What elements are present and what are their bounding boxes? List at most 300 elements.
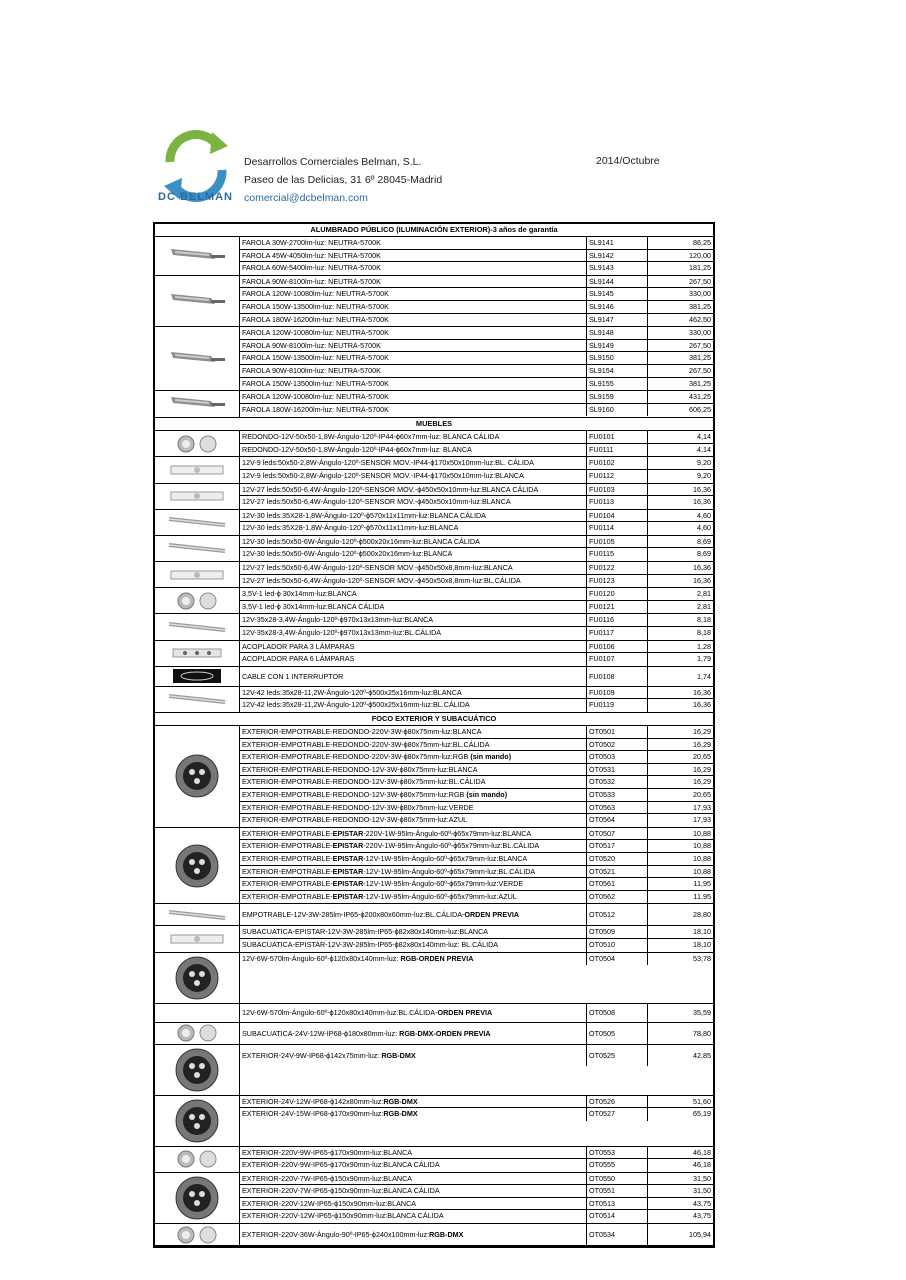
table-row [240,1023,713,1044]
product-price: 42,85 [693,1050,711,1060]
product-code: FU0109 [587,687,648,699]
product-description: EXTERIOR-220V-12W-IP65-ϕ150x90mm-luz:BLANCA [240,1198,587,1210]
product-description: 12V-30 leds:35X28-1,8W-Ángulo-120º-ϕ570x11x11mm-luz:BLANCA CÁLIDA [240,510,587,522]
coupler-product-image [155,641,240,666]
product-price: 330,00 [689,289,711,299]
product-code: OT0512 [587,904,648,925]
spot-product-image [155,1096,240,1146]
product-description: EXTERIOR-220V-9W-IP65-ϕ170x90mm-luz:BLANCA CÁLIDA [240,1159,587,1172]
product-description: EXTERIOR-EMPOTRABLE-EPISTAR-12V-1W-95lm-Ángulo-60º-ϕ65x79mm-luz:VERDE [240,878,587,890]
table-row [240,687,713,700]
product-group [155,1045,713,1096]
product-price: 1,74 [697,671,711,681]
product-code: OT0527 [587,1108,648,1121]
product-description: EXTERIOR-EMPOTRABLE-REDONDO-12V-3W-ϕ80x75mm-luz:BL.CÁLIDA [240,776,587,788]
table-row [240,431,713,444]
product-code: OT0564 [587,814,648,827]
product-code: OT0508 [587,1004,648,1022]
panel-product-image [155,484,240,509]
product-price: 10,88 [693,841,711,851]
round-product-image [155,1147,240,1172]
product-price: 16,29 [693,739,711,749]
streetlight-product-image [155,237,240,275]
product-code: OT0507 [587,828,648,840]
product-price: 4,60 [697,510,711,520]
product-group [155,536,713,562]
product-code: SL9144 [587,276,648,288]
bar-product-image [155,904,240,925]
product-description: FAROLA 90W-8100lm-luz: NEUTRA-5700K [240,365,587,377]
product-code: SL9149 [587,340,648,352]
table-row [240,288,713,301]
product-code: OT0502 [587,739,648,751]
product-description: 12V-42 leds:35x28-11,2W-Ángulo-120º-ϕ500x25x16mm-luz:BLANCA [240,687,587,699]
product-price: 28,80 [693,910,711,920]
product-price: 16,29 [693,777,711,787]
product-group [155,828,713,905]
product-description: EXTERIOR-24V-9W-IP68-ϕ142x75mm-luz: RGB-DMX [240,1045,587,1066]
product-group [155,1173,713,1224]
product-code: SL9155 [587,378,648,391]
product-description: ACOPLADOR PARA 6 LÁMPARAS [240,653,587,666]
product-group [155,926,713,952]
product-description: 12V-42 leds:35x28-11,2W-Ángulo-120º-ϕ500x25x16mm-luz:BL.CÁLIDA [240,699,587,712]
product-code: OT0526 [587,1096,648,1108]
product-price: 8,69 [697,536,711,546]
product-price: 1,79 [697,654,711,664]
product-group [155,237,713,276]
table-row [240,1210,713,1223]
product-group [155,276,713,327]
product-code: SL9146 [587,301,648,313]
product-description: FAROLA 150W-13500lm-luz: NEUTRA-5700K [240,301,587,313]
product-price: 381,25 [689,353,711,363]
product-group [155,1224,713,1246]
product-description: EXTERIOR-220V-36W-Ángulo-90º-IP65-ϕ240x100mm-luz:RGB-DMX [240,1224,587,1245]
empty-product-image [155,1004,240,1022]
product-price: 18,10 [693,939,711,949]
streetlight-product-image [155,327,240,390]
product-price: 330,00 [689,328,711,338]
table-row [240,904,713,925]
product-group [155,1004,713,1023]
product-description: FAROLA 150W-13500lm-luz: NEUTRA-5700K [240,352,587,364]
product-description: REDONDO-12V-50x50-1,8W-Ángulo-120º-IP44-ϕ60x7mm-luz: BLANCA CÁLIDA [240,431,587,443]
product-price: 4,14 [697,432,711,442]
product-price: 43,75 [693,1198,711,1208]
product-code: FU0115 [587,548,648,561]
product-group [155,641,713,667]
product-group [155,510,713,536]
product-price: 120,00 [689,250,711,260]
product-code: FU0103 [587,484,648,496]
product-code: OT0517 [587,840,648,852]
table-row [240,404,713,417]
product-group [155,904,713,926]
table-row [240,776,713,789]
product-description: 12V-6W-570lm-Ángulo-60º-ϕ120x80x140mm-luz:BL.CÁLIDA-ORDEN PREVIA [240,1004,587,1022]
product-description: CABLE CON 1 INTERRUPTOR [240,667,587,686]
product-code: FU0106 [587,641,648,653]
product-description: EXTERIOR-EMPOTRABLE-EPISTAR-220V-1W-95lm-Ángulo-60º-ϕ65x79mm-luz:BLANCA [240,828,587,840]
product-price: 46,18 [693,1160,711,1170]
table-row [240,1173,713,1186]
product-price: 16,36 [693,484,711,494]
product-code: OT0531 [587,764,648,776]
product-price: 10,88 [693,866,711,876]
spot-product-image [155,726,240,827]
product-group [155,667,713,687]
product-price: 43,75 [693,1211,711,1221]
product-description: FAROLA 90W-8100lm-luz: NEUTRA-5700K [240,276,587,288]
product-description: FAROLA 150W-13500lm-luz: NEUTRA-5700K [240,378,587,391]
product-code: FU0107 [587,653,648,666]
table-row [240,802,713,815]
product-price: 16,36 [693,497,711,507]
round-product-image [155,588,240,613]
product-description: 12V-30 leds:50x50-6W-Ángulo-120º-ϕ500x20x16mm-luz:BLANCA [240,548,587,561]
streetlight-product-image [155,276,240,326]
product-description: EXTERIOR-EMPOTRABLE-REDONDO-220V-3W-ϕ80x75mm-luz:RGB (sin mando) [240,751,587,763]
bar-product-image [155,536,240,561]
product-price: 16,29 [693,764,711,774]
table-row [240,1224,713,1245]
table-row [240,457,713,470]
product-price: 381,25 [689,378,711,388]
product-code: SL9143 [587,262,648,275]
product-price: 267,50 [689,365,711,375]
product-price: 16,36 [693,563,711,573]
product-description: EXTERIOR-EMPOTRABLE-EPISTAR-12V-1W-95lm-Ángulo-60º-ϕ65x79mm-luz:BL.CÁLIDA [240,866,587,878]
table-row [240,276,713,289]
product-price: 86,25 [693,238,711,247]
product-description: EXTERIOR-EMPOTRABLE-REDONDO-12V-3W-ϕ80x75mm-luz:VERDE [240,802,587,814]
product-price: 53,78 [693,953,711,963]
table-row [240,1159,713,1172]
spot-product-image [155,953,240,1003]
product-code: OT0514 [587,1210,648,1223]
product-code: FU0122 [587,562,648,574]
product-code: OT0563 [587,802,648,814]
table-row [240,601,713,614]
product-group [155,726,713,828]
product-description: EXTERIOR-220V-12W-IP65-ϕ150x90mm-luz:BLANCA CÁLIDA [240,1210,587,1223]
product-code: OT0561 [587,878,648,890]
product-code: OT0533 [587,789,648,801]
product-description: EXTERIOR-EMPOTRABLE-EPISTAR-12V-1W-95lm-Ángulo-60º-ϕ65x79mm-luz:AZUL [240,891,587,904]
product-code: SL9141 [587,237,648,249]
product-code: OT0513 [587,1198,648,1210]
product-price: 9,20 [697,458,711,468]
table-row [240,866,713,879]
product-price: 20,65 [693,752,711,762]
table-row [240,1096,713,1109]
product-description: 3,5V-1 led-ϕ 30x14mm-luz:BLANCA CÁLIDA [240,601,587,614]
product-code: FU0101 [587,431,648,443]
product-description: SUBACUATICA-24V-12W-IP68-ϕ180x80mm-luz: RGB-DMX-ORDEN PREVIA [240,1023,587,1044]
table-row [240,575,713,588]
product-group [155,327,713,391]
product-price: 18,10 [693,927,711,937]
spot-product-image [155,828,240,904]
product-price: 2,81 [697,589,711,599]
product-code: OT0505 [587,1023,648,1044]
product-price: 9,20 [697,470,711,480]
company-email[interactable]: comercial@dcbelman.com [244,192,368,204]
section-header-foco: FOCO EXTERIOR Y SUBACUÁTICO [155,713,713,726]
product-code: FU0105 [587,536,648,548]
product-price: 105,94 [689,1230,711,1240]
product-code: OT0504 [587,953,648,966]
product-group [155,1147,713,1173]
product-price: 606,25 [689,404,711,414]
spot-product-image [155,1173,240,1223]
product-code: SL9142 [587,250,648,262]
product-price: 431,25 [689,392,711,402]
product-code: FU0102 [587,457,648,469]
product-code: FU0113 [587,496,648,509]
table-row [240,352,713,365]
product-price: 4,14 [697,444,711,454]
product-description: EXTERIOR-EMPOTRABLE-REDONDO-12V-3W-ϕ80x75mm-luz:AZUL [240,814,587,827]
product-price: 51,60 [693,1096,711,1106]
product-description: EXTERIOR-EMPOTRABLE-EPISTAR-220V-1W-95lm-Ángulo-60º-ϕ65x79mm-luz:BL.CÁLIDA [240,840,587,852]
product-code: OT0534 [587,1224,648,1245]
product-price: 16,36 [693,687,711,697]
product-description: 12V-6W-570lm-Ángulo-60º-ϕ120x80x140mm-luz: RGB-ORDEN PREVIA [240,953,587,966]
logo-text: DC BELMAN [158,191,233,203]
product-description: 12V-30 leds:50x50-6W-Ángulo-120º-ϕ500x20x16mm-luz:BLANCA CÁLIDA [240,536,587,548]
product-code: FU0111 [587,444,648,457]
product-description: SUBACUATICA-EPISTAR-12V-3W-285lm-IP65-ϕ82x80x140mm-luz:BLANCA [240,926,587,938]
product-price: 1,28 [697,641,711,651]
product-description: EMPOTRABLE-12V-3W-285lm-IP65-ϕ200x80x60mm-luz:BL.CÁLIDA-ORDEN PREVIA [240,904,587,925]
table-row [240,840,713,853]
product-group [155,687,713,713]
table-row [240,250,713,263]
table-row [240,828,713,841]
product-code: OT0555 [587,1159,648,1172]
table-row [240,789,713,802]
product-price: 10,88 [693,828,711,838]
product-description: FAROLA 120W-10080lm-luz: NEUTRA-5700K [240,288,587,300]
product-code: OT0503 [587,751,648,763]
product-code: FU0108 [587,667,648,686]
table-row [240,340,713,353]
table-row [240,1198,713,1211]
product-code: FU0104 [587,510,648,522]
table-row [240,667,713,686]
table-row [240,378,713,391]
table-row [240,522,713,535]
product-description: FAROLA 45W-4050lm-luz: NEUTRA-5700K [240,250,587,262]
table-row [240,1147,713,1160]
product-price: 16,29 [693,727,711,736]
product-code: OT0520 [587,853,648,865]
product-description: 12V-9 leds:50x50-2,8W-Ángulo-120º-SENSOR MOV.-IP44-ϕ170x50x10mm-luz:BL. CÁLIDA [240,457,587,469]
product-group [155,391,713,418]
product-description: EXTERIOR-24V-12W-IP68-ϕ142x80mm-luz:RGB-DMX [240,1096,587,1108]
table-row [240,1108,713,1121]
product-price: 381,25 [689,301,711,311]
streetlight-product-image [155,391,240,417]
product-description: SUBACUATICA-EPISTAR-12V-3W-285lm-IP65-ϕ82x80x140mm-luz: BL.CÁLIDA [240,939,587,952]
product-description: REDONDO-12V-50x50-1,8W-Ángulo-120º-IP44-ϕ60x7mm-luz: BLANCA [240,444,587,457]
bar-product-image [155,614,240,639]
product-description: EXTERIOR-EMPOTRABLE-REDONDO-220V-3W-ϕ80x75mm-luz:BL.CÁLIDA [240,739,587,751]
product-description: FAROLA 120W-10080lm-luz: NEUTRA-5700K [240,327,587,339]
product-code: OT0521 [587,866,648,878]
product-price: 267,50 [689,276,711,286]
company-info [244,153,442,207]
bar-product-image [155,687,240,712]
product-group [155,1096,713,1147]
product-code: SL9148 [587,327,648,339]
product-description: 12V-9 leds:50x50-2,8W-Ángulo-120º-SENSOR MOV.-IP44-ϕ170x50x10mm-luz:BLANCA [240,470,587,483]
product-description: 3,5V-1 led-ϕ 30x14mm-luz:BLANCA [240,588,587,600]
panel-product-image [155,457,240,482]
product-code: SL9154 [587,365,648,377]
product-price: 8,18 [697,628,711,638]
product-code: SL9150 [587,352,648,364]
table-row [240,314,713,327]
product-description: EXTERIOR-220V-9W-IP65-ϕ170x90mm-luz:BLANCA [240,1147,587,1159]
round-product-image [155,1023,240,1044]
product-price: 8,69 [697,549,711,559]
product-code: FU0120 [587,588,648,600]
product-code: SL9160 [587,404,648,417]
panel-product-image [155,562,240,587]
product-price: 462,50 [689,314,711,324]
table-row [240,764,713,777]
logo-arrow-top [170,135,216,162]
product-description: FAROLA 180W-16200lm-luz: NEUTRA-5700K [240,404,587,417]
table-row [240,751,713,764]
product-description: 12V-35x28-3,4W-Ángulo-120º-ϕ970x13x13mm-luz:BL.CÁLIDA [240,627,587,640]
product-group [155,953,713,1004]
table-row [240,1045,713,1066]
bar-product-image [155,510,240,535]
product-description: 12V-27 leds:50x50-6,4W-Ángulo-120º-SENSOR MOV.-ϕ450x50x8,8mm-luz:BLANCA [240,562,587,574]
product-code: OT0509 [587,926,648,938]
product-code: OT0501 [587,726,648,738]
round-product-image [155,431,240,456]
table-row [240,562,713,575]
product-code: FU0119 [587,699,648,712]
company-name: Desarrollos Comerciales Belman, S.L. [244,156,422,168]
table-row [240,327,713,340]
product-code: SL9159 [587,391,648,403]
table-row [240,262,713,275]
price-list-date: 2014/Octubre [596,155,660,167]
table-row [240,627,713,640]
product-description: 12V-27 leds:50x50-6,4W-Ángulo-120º-SENSOR MOV.-ϕ450x50x10mm-luz:BLANCA CÁLIDA [240,484,587,496]
product-price: 181,25 [689,263,711,273]
table-row [240,739,713,752]
product-code: OT0553 [587,1147,648,1159]
product-code: FU0116 [587,614,648,626]
product-description: EXTERIOR-220V-7W-IP65-ϕ150x90mm-luz:BLANCA [240,1173,587,1185]
product-group [155,614,713,640]
product-price: 46,18 [693,1147,711,1157]
table-row [240,853,713,866]
table-row [240,814,713,827]
product-description: EXTERIOR-EMPOTRABLE-REDONDO-220V-3W-ϕ80x75mm-luz:BLANCA [240,726,587,738]
table-row [240,641,713,654]
section-header-alumbrado: ALUMBRADO PÚBLICO (ILUMINACIÓN EXTERIOR)-3 años de garantía [155,224,713,237]
spot-product-image [155,1045,240,1095]
product-description: EXTERIOR-220V-7W-IP65-ϕ150x90mm-luz:BLANCA CÁLIDA [240,1185,587,1197]
product-description: 12V-27 leds:50x50-6,4W-Ángulo-120º-SENSOR MOV.-ϕ450x50x8,8mm-luz:BL.CÁLIDA [240,575,587,588]
table-row [240,588,713,601]
product-description: ACOPLADOR PARA 3 LÁMPARAS [240,641,587,653]
table-row [240,939,713,952]
product-group [155,562,713,588]
product-code: FU0112 [587,470,648,483]
product-price: 8,18 [697,615,711,625]
table-row [240,391,713,404]
product-price: 31,50 [693,1186,711,1196]
table-row [240,1004,713,1022]
product-group [155,457,713,483]
table-row [240,926,713,939]
table-row [240,510,713,523]
product-code: OT0532 [587,776,648,788]
product-description: FAROLA 60W-5400lm-luz: NEUTRA-5700K [240,262,587,275]
table-row [240,614,713,627]
product-description: EXTERIOR-EMPOTRABLE-REDONDO-12V-3W-ϕ80x75mm-luz:RGB (sin mando) [240,789,587,801]
product-code: FU0121 [587,601,648,614]
product-code: OT0510 [587,939,648,952]
table-row [240,953,713,966]
product-code: OT0550 [587,1173,648,1185]
product-price: 17,93 [693,815,711,825]
product-group [155,1023,713,1045]
product-group [155,484,713,510]
product-price: 10,88 [693,853,711,863]
product-price: 31,50 [693,1173,711,1183]
table-row [240,1185,713,1198]
product-code: FU0114 [587,522,648,535]
company-address: Paseo de las Delicias, 31 6º 28045-Madrid [244,174,443,186]
table-row [240,470,713,483]
product-description: 12V-27 leds:50x50-6,4W-Ángulo-120º-SENSOR MOV.-ϕ450x50x10mm-luz:BLANCA [240,496,587,509]
product-description: EXTERIOR-EMPOTRABLE-REDONDO-12V-3W-ϕ80x75mm-luz:BLANCA [240,764,587,776]
product-description: FAROLA 120W-10080lm-luz: NEUTRA-5700K [240,391,587,403]
logo-arrow-top-head [210,132,228,154]
product-code: OT0551 [587,1185,648,1197]
product-price: 11,95 [693,879,711,889]
product-price: 17,93 [693,802,711,812]
round-product-image [155,1224,240,1245]
product-price: 16,36 [693,575,711,585]
product-code: SL9147 [587,314,648,327]
product-price: 4,60 [697,523,711,533]
table-row [240,726,713,739]
product-price: 20,65 [693,789,711,799]
table-row [240,444,713,457]
product-group [155,588,713,614]
table-row [240,536,713,549]
product-price: 11,95 [693,891,711,901]
product-code: OT0525 [587,1045,648,1066]
table-row [240,301,713,314]
product-group [155,431,713,457]
table-row [240,699,713,712]
product-description: EXTERIOR-24V-15W-IP68-ϕ170x90mm-luz:RGB-DMX [240,1108,587,1121]
section-header-muebles: MUEBLES [155,418,713,431]
product-description: FAROLA 180W-16200lm-luz: NEUTRA-5700K [240,314,587,327]
